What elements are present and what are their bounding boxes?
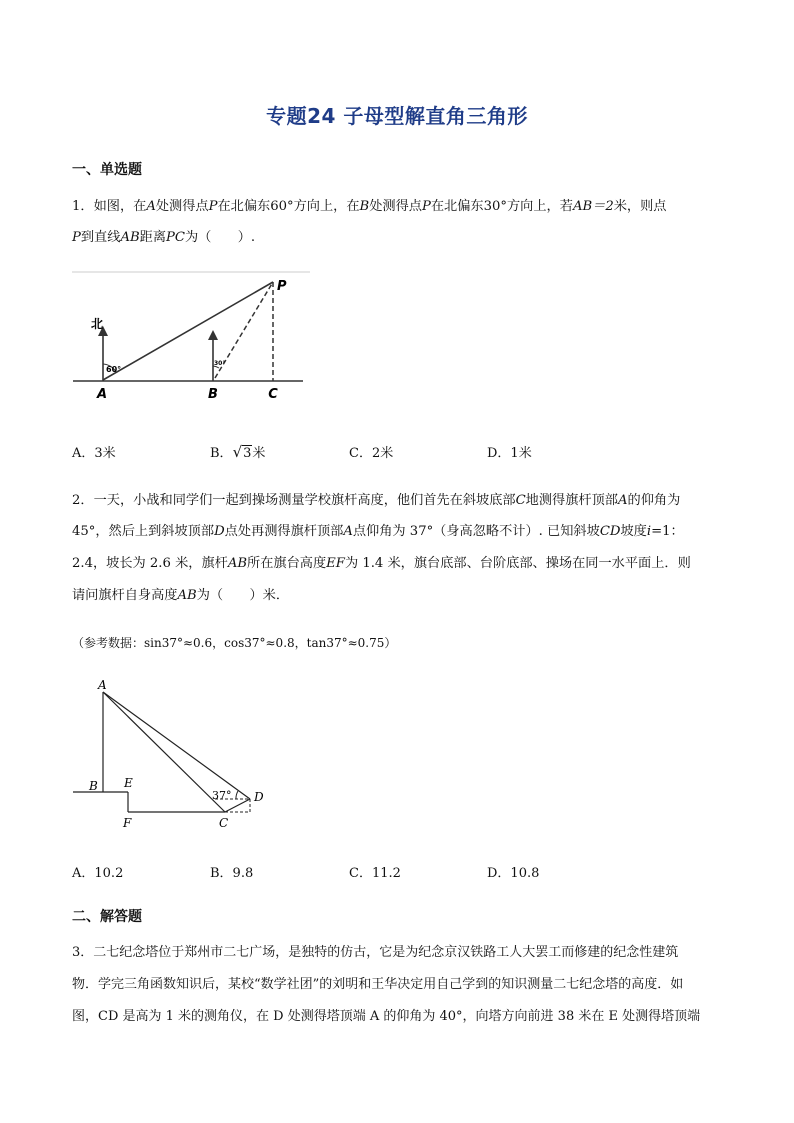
q2-option-d[interactable]: D．10.8 xyxy=(487,866,540,881)
section-heading-answer: 二、解答题 xyxy=(72,909,142,925)
q3-line1: 3．二七纪念塔位于郑州市二七广场，是独特的仿古，它是为纪念京汉铁路工人大罢工而修建的纪念性建筑 xyxy=(72,945,679,960)
q2-line4: 请问旗杆自身高度AB为（ ）米． xyxy=(72,588,290,603)
q2-line1: 2．一天，小战和同学们一起到操场测量学校旗杆高度，他们首先在斜坡底部C地测得旗杆顶部A的仰角为 xyxy=(72,493,681,508)
q1-line2: P到直线AB距离PC为（ ）. xyxy=(72,230,256,245)
q2-point-f: F xyxy=(123,816,132,830)
q2-option-a[interactable]: A．10.2 xyxy=(72,866,124,881)
q1-option-b[interactable]: B．√3米 xyxy=(210,443,266,461)
page-title: 专题24 子母型解直角三角形 xyxy=(266,104,528,128)
section-heading-single-choice: 一、单选题 xyxy=(72,162,142,178)
point-a-label: A xyxy=(96,387,108,402)
q2-option-b[interactable]: B．9.8 xyxy=(210,866,254,881)
q1-line1: 1．如图，在A处测得点P在北偏东60°方向上，在B处测得点P在北偏东30°方向上，若AB＝2米，则点 xyxy=(72,199,667,214)
q2-point-b: B xyxy=(89,779,98,793)
q1-option-c[interactable]: C．2米 xyxy=(349,446,394,461)
q2-angle-label: 37° xyxy=(212,789,232,802)
angle-60-label: 60° xyxy=(106,365,122,374)
point-c-label: C xyxy=(268,387,278,402)
q2-line3: 2.4，坡长为 2.6 米，旗杆AB所在旗台高度EF为 1.4 米，旗台底部、台阶底部、操场在同一水平面上．则 xyxy=(72,556,691,571)
point-b-label: B xyxy=(208,387,218,402)
q3-line3: 图，CD 是高为 1 米的测角仪，在 D 处测得塔顶端 A 的仰角为 40°，向塔方向前进 38 米在 E 处测得塔顶端 xyxy=(72,1009,701,1024)
q2-figure xyxy=(70,675,270,835)
q3-line2: 物．学完三角函数知识后，某校“数学社团”的刘明和王华决定用自己学到的知识测量二七纪念塔的高度．如 xyxy=(72,977,684,992)
q1-option-d[interactable]: D．1米 xyxy=(487,446,532,461)
q2-point-e: E xyxy=(124,776,133,790)
q2-point-d: D xyxy=(254,790,264,804)
q2-option-c[interactable]: C．11.2 xyxy=(349,866,401,881)
q2-reference-data: （参考数据：sin37°≈0.6，cos37°≈0.8，tan37°≈0.75） xyxy=(72,636,397,650)
angle-30-label: 30° xyxy=(214,360,226,367)
point-p-label: P xyxy=(277,279,287,294)
q2-point-a: A xyxy=(98,678,107,692)
north-label: 北 xyxy=(90,317,104,331)
q2-line2: 45°，然后上到斜坡顶部D点处再测得旗杆顶部A点仰角为 37°（身高忽略不计）. 已知斜坡CD坡度i=1： xyxy=(72,524,684,539)
q1-figure xyxy=(70,270,315,405)
q1-option-a[interactable]: A．3米 xyxy=(72,446,116,461)
q2-point-c: C xyxy=(219,816,229,830)
